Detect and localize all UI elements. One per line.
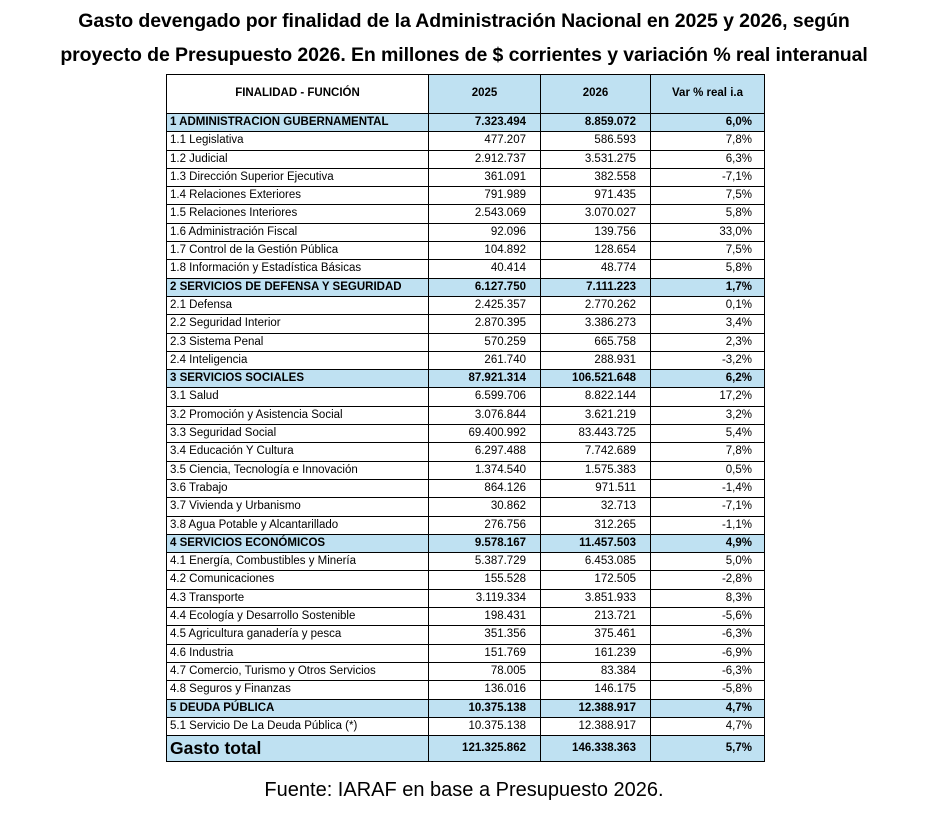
row-label: 3.5 Ciencia, Tecnología e Innovación — [167, 461, 429, 479]
value-2026: 7.111.223 — [541, 278, 651, 296]
value-2026: 971.511 — [541, 479, 651, 497]
table-row — [167, 333, 765, 351]
variation-value: 7,8% — [651, 132, 765, 150]
value-2025: 30.862 — [429, 498, 541, 516]
table-row — [167, 608, 765, 626]
table-row — [167, 479, 765, 497]
value-2025: 7.323.494 — [429, 114, 541, 132]
variation-value: -6,3% — [651, 626, 765, 644]
variation-value: 8,3% — [651, 589, 765, 607]
value-2025: 78.005 — [429, 662, 541, 680]
value-2026: 213.721 — [541, 608, 651, 626]
value-2026: 139.756 — [541, 223, 651, 241]
table-row — [167, 168, 765, 186]
value-2025: 5.387.729 — [429, 553, 541, 571]
row-label: 1 ADMINISTRACION GUBERNAMENTAL — [167, 114, 429, 132]
value-2025: 1.374.540 — [429, 461, 541, 479]
variation-value: -7,1% — [651, 498, 765, 516]
variation-value: 5,8% — [651, 205, 765, 223]
row-label: 3.2 Promoción y Asistencia Social — [167, 406, 429, 424]
row-label: 5 DEUDA PÚBLICA — [167, 699, 429, 717]
row-label: 4.4 Ecología y Desarrollo Sostenible — [167, 608, 429, 626]
category-row — [167, 699, 765, 717]
variation-value: -3,2% — [651, 351, 765, 369]
table-row — [167, 315, 765, 333]
table-row — [167, 223, 765, 241]
table-row — [167, 571, 765, 589]
value-2025: 3.119.334 — [429, 589, 541, 607]
total-label: Gasto total — [167, 736, 429, 762]
variation-value: 6,3% — [651, 150, 765, 168]
row-label: 3 SERVICIOS SOCIALES — [167, 370, 429, 388]
row-label: 4.3 Transporte — [167, 589, 429, 607]
row-label: 3.8 Agua Potable y Alcantarillado — [167, 516, 429, 534]
value-2026: 1.575.383 — [541, 461, 651, 479]
table-row — [167, 461, 765, 479]
row-label: 4.6 Industria — [167, 644, 429, 662]
value-2026: 161.239 — [541, 644, 651, 662]
category-row — [167, 114, 765, 132]
variation-value: 7,8% — [651, 443, 765, 461]
document-title — [0, 4, 928, 72]
value-2025: 10.375.138 — [429, 699, 541, 717]
title-line-1: Gasto devengado por finalidad de la Administración Nacional en 2025 y 2026, según — [78, 10, 850, 32]
table-row — [167, 589, 765, 607]
table-row — [167, 388, 765, 406]
row-label: 4.8 Seguros y Finanzas — [167, 681, 429, 699]
total-2025: 121.325.862 — [429, 736, 541, 762]
value-2026: 106.521.648 — [541, 370, 651, 388]
table-row — [167, 626, 765, 644]
variation-value: -1,4% — [651, 479, 765, 497]
table-row — [167, 187, 765, 205]
variation-value: 17,2% — [651, 388, 765, 406]
value-2026: 375.461 — [541, 626, 651, 644]
value-2025: 6.297.488 — [429, 443, 541, 461]
value-2025: 92.096 — [429, 223, 541, 241]
row-label: 2.3 Sistema Penal — [167, 333, 429, 351]
table-row — [167, 296, 765, 314]
budget-table — [166, 74, 765, 762]
variation-value: 7,5% — [651, 187, 765, 205]
row-label: 3.3 Seguridad Social — [167, 425, 429, 443]
category-row — [167, 278, 765, 296]
value-2025: 69.400.992 — [429, 425, 541, 443]
value-2025: 3.076.844 — [429, 406, 541, 424]
table-row — [167, 260, 765, 278]
table-row — [167, 516, 765, 534]
row-label: 3.1 Salud — [167, 388, 429, 406]
title-line-2: proyecto de Presupuesto 2026. En millones de $ corrientes y variación % real interanual — [60, 44, 868, 66]
variation-value: -7,1% — [651, 168, 765, 186]
value-2026: 382.558 — [541, 168, 651, 186]
value-2026: 586.593 — [541, 132, 651, 150]
value-2025: 40.414 — [429, 260, 541, 278]
table-header-row — [167, 75, 765, 114]
value-2026: 7.742.689 — [541, 443, 651, 461]
row-label: 3.6 Trabajo — [167, 479, 429, 497]
row-label: 1.1 Legislativa — [167, 132, 429, 150]
row-label: 4.1 Energía, Combustibles y Minería — [167, 553, 429, 571]
value-2026: 48.774 — [541, 260, 651, 278]
row-label: 4.5 Agricultura ganadería y pesca — [167, 626, 429, 644]
table-row — [167, 498, 765, 516]
row-label: 2.1 Defensa — [167, 296, 429, 314]
row-label: 2.4 Inteligencia — [167, 351, 429, 369]
value-2026: 12.388.917 — [541, 717, 651, 735]
value-2025: 155.528 — [429, 571, 541, 589]
variation-value: 3,2% — [651, 406, 765, 424]
value-2026: 2.770.262 — [541, 296, 651, 314]
row-label: 2.2 Seguridad Interior — [167, 315, 429, 333]
value-2025: 6.127.750 — [429, 278, 541, 296]
value-2026: 288.931 — [541, 351, 651, 369]
variation-value: 2,3% — [651, 333, 765, 351]
total-2026: 146.338.363 — [541, 736, 651, 762]
value-2025: 10.375.138 — [429, 717, 541, 735]
value-2026: 8.859.072 — [541, 114, 651, 132]
table-row — [167, 681, 765, 699]
table-body — [167, 114, 765, 736]
variation-value: 6,0% — [651, 114, 765, 132]
table-row — [167, 443, 765, 461]
column-header-2025: 2025 — [429, 75, 541, 114]
value-2026: 8.822.144 — [541, 388, 651, 406]
value-2025: 198.431 — [429, 608, 541, 626]
value-2026: 3.386.273 — [541, 315, 651, 333]
value-2026: 83.384 — [541, 662, 651, 680]
value-2025: 9.578.167 — [429, 534, 541, 552]
variation-value: 4,9% — [651, 534, 765, 552]
row-label: 3.4 Educación Y Cultura — [167, 443, 429, 461]
table-row — [167, 406, 765, 424]
row-label: 2 SERVICIOS DE DEFENSA Y SEGURIDAD — [167, 278, 429, 296]
variation-value: 5,8% — [651, 260, 765, 278]
category-row — [167, 534, 765, 552]
value-2025: 6.599.706 — [429, 388, 541, 406]
value-2026: 312.265 — [541, 516, 651, 534]
value-2026: 6.453.085 — [541, 553, 651, 571]
value-2026: 32.713 — [541, 498, 651, 516]
table-row — [167, 644, 765, 662]
total-variation: 5,7% — [651, 736, 765, 762]
row-label: 1.2 Judicial — [167, 150, 429, 168]
variation-value: 4,7% — [651, 717, 765, 735]
variation-value: 5,0% — [651, 553, 765, 571]
row-label: 4.2 Comunicaciones — [167, 571, 429, 589]
value-2025: 864.126 — [429, 479, 541, 497]
value-2026: 172.505 — [541, 571, 651, 589]
variation-value: 0,1% — [651, 296, 765, 314]
value-2026: 146.175 — [541, 681, 651, 699]
total-row — [167, 736, 765, 762]
column-header-function: FINALIDAD - FUNCIÓN — [167, 75, 429, 114]
value-2025: 136.016 — [429, 681, 541, 699]
value-2026: 3.531.275 — [541, 150, 651, 168]
value-2025: 151.769 — [429, 644, 541, 662]
source-note: Fuente: IARAF en base a Presupuesto 2026. — [264, 779, 664, 801]
variation-value: 0,5% — [651, 461, 765, 479]
value-2026: 128.654 — [541, 242, 651, 260]
value-2025: 261.740 — [429, 351, 541, 369]
value-2026: 3.621.219 — [541, 406, 651, 424]
row-label: 1.8 Información y Estadística Básicas — [167, 260, 429, 278]
table-row — [167, 242, 765, 260]
value-2025: 570.259 — [429, 333, 541, 351]
row-label: 4 SERVICIOS ECONÓMICOS — [167, 534, 429, 552]
row-label: 1.6 Administración Fiscal — [167, 223, 429, 241]
table-row — [167, 553, 765, 571]
table-row — [167, 662, 765, 680]
variation-value: -5,6% — [651, 608, 765, 626]
value-2025: 2.870.395 — [429, 315, 541, 333]
value-2025: 104.892 — [429, 242, 541, 260]
variation-value: 33,0% — [651, 223, 765, 241]
value-2026: 11.457.503 — [541, 534, 651, 552]
variation-value: 5,4% — [651, 425, 765, 443]
variation-value: -6,9% — [651, 644, 765, 662]
row-label: 3.7 Vivienda y Urbanismo — [167, 498, 429, 516]
table-row — [167, 132, 765, 150]
value-2026: 665.758 — [541, 333, 651, 351]
table-row — [167, 425, 765, 443]
value-2025: 276.756 — [429, 516, 541, 534]
row-label: 4.7 Comercio, Turismo y Otros Servicios — [167, 662, 429, 680]
table-row — [167, 205, 765, 223]
row-label: 5.1 Servicio De La Deuda Pública (*) — [167, 717, 429, 735]
value-2025: 351.356 — [429, 626, 541, 644]
value-2025: 2.425.357 — [429, 296, 541, 314]
variation-value: -6,3% — [651, 662, 765, 680]
row-label: 1.4 Relaciones Exteriores — [167, 187, 429, 205]
value-2025: 2.543.069 — [429, 205, 541, 223]
table-row — [167, 717, 765, 735]
column-header-2026: 2026 — [541, 75, 651, 114]
value-2026: 3.070.027 — [541, 205, 651, 223]
value-2026: 3.851.933 — [541, 589, 651, 607]
value-2025: 87.921.314 — [429, 370, 541, 388]
variation-value: 3,4% — [651, 315, 765, 333]
row-label: 1.3 Dirección Superior Ejecutiva — [167, 168, 429, 186]
value-2025: 477.207 — [429, 132, 541, 150]
value-2025: 361.091 — [429, 168, 541, 186]
variation-value: -5,8% — [651, 681, 765, 699]
value-2025: 2.912.737 — [429, 150, 541, 168]
variation-value: 7,5% — [651, 242, 765, 260]
row-label: 1.7 Control de la Gestión Pública — [167, 242, 429, 260]
table-row — [167, 351, 765, 369]
variation-value: 4,7% — [651, 699, 765, 717]
value-2026: 12.388.917 — [541, 699, 651, 717]
value-2026: 971.435 — [541, 187, 651, 205]
category-row — [167, 370, 765, 388]
value-2026: 83.443.725 — [541, 425, 651, 443]
variation-value: -2,8% — [651, 571, 765, 589]
variation-value: -1,1% — [651, 516, 765, 534]
table-row — [167, 150, 765, 168]
variation-value: 1,7% — [651, 278, 765, 296]
column-header-variation: Var % real i.a — [651, 75, 765, 114]
row-label: 1.5 Relaciones Interiores — [167, 205, 429, 223]
variation-value: 6,2% — [651, 370, 765, 388]
value-2025: 791.989 — [429, 187, 541, 205]
